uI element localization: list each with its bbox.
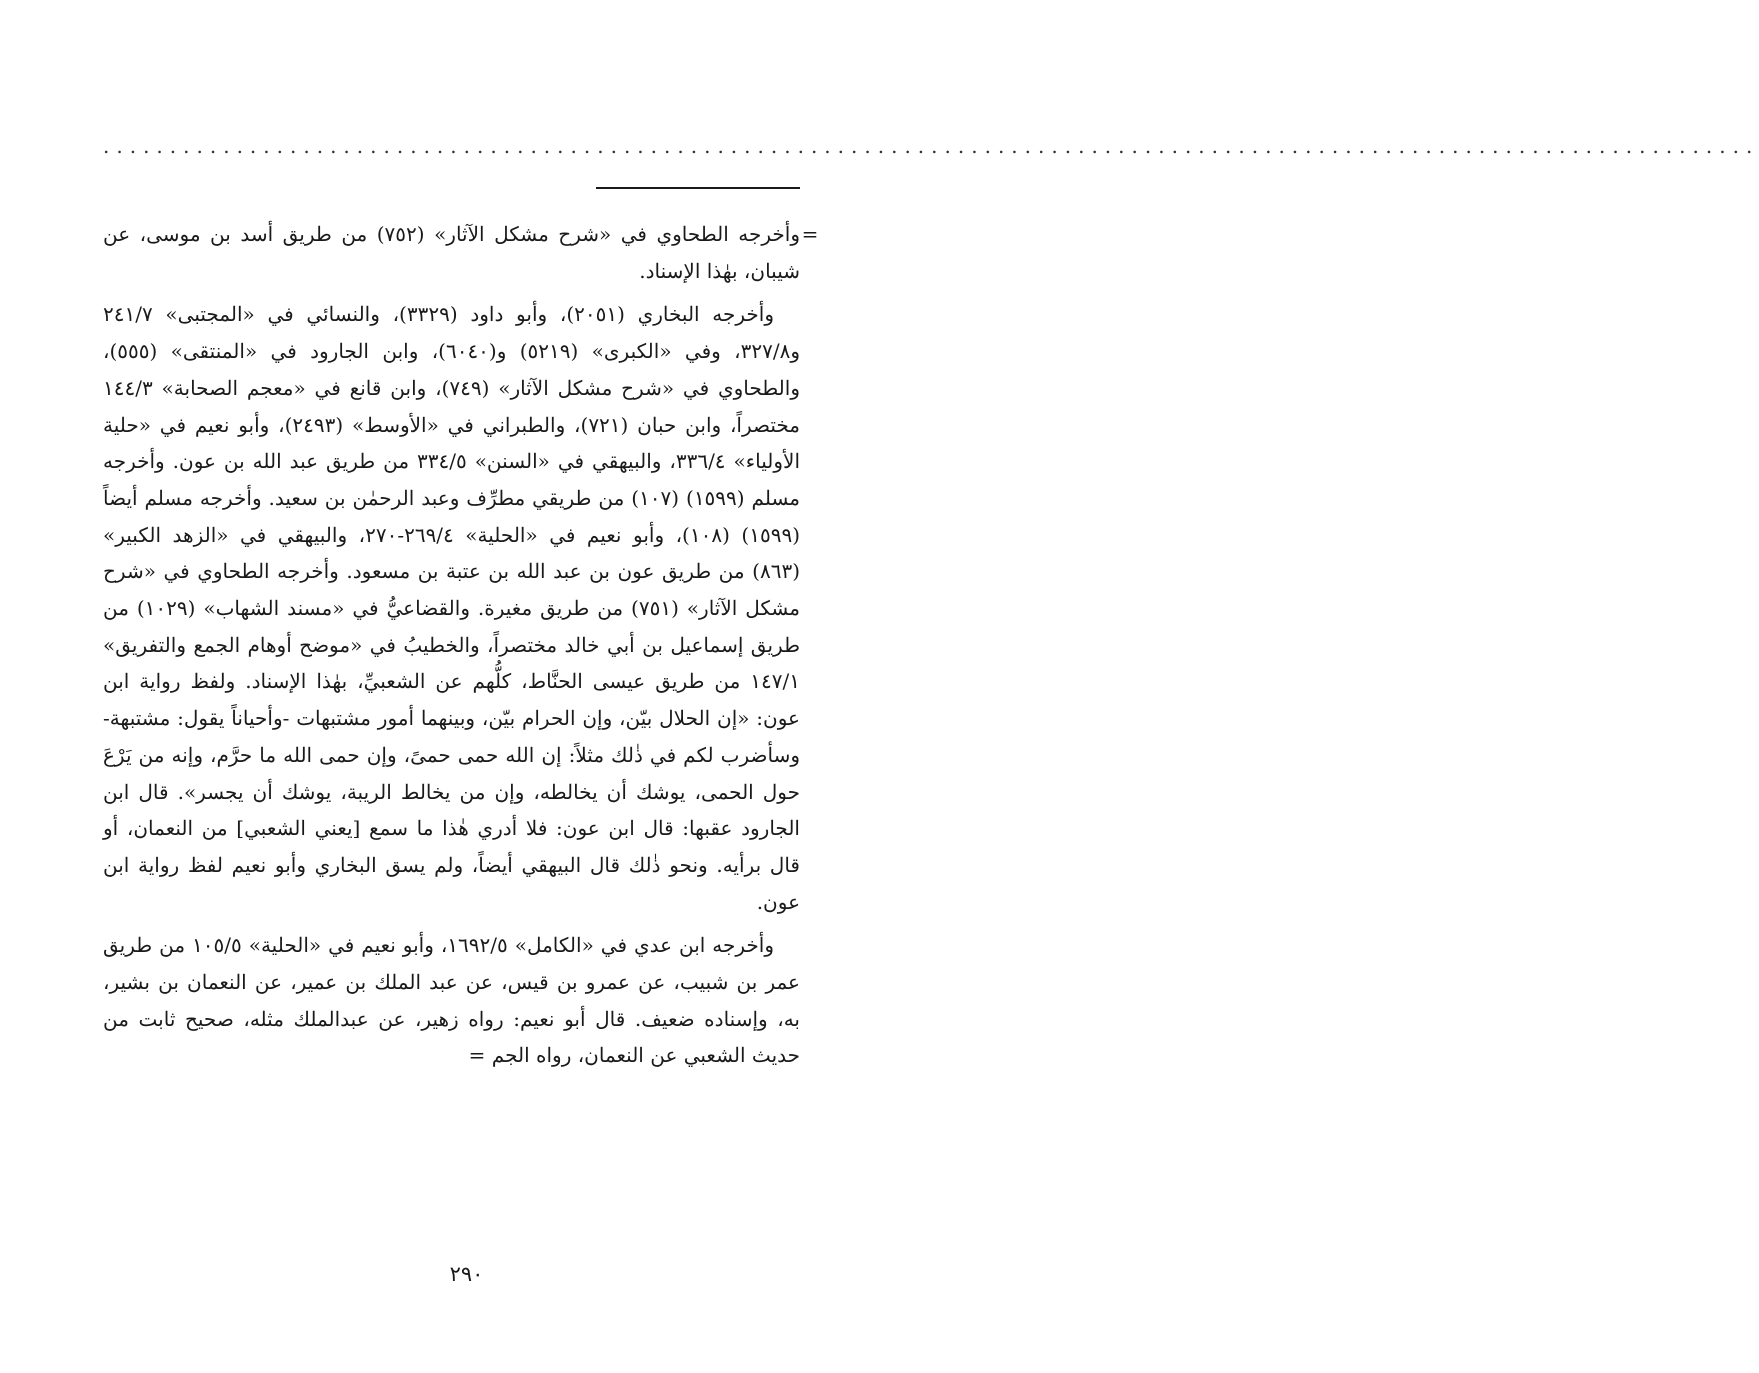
footnote-rule [596,187,800,189]
footnote-paragraph-3: وأخرجه ابن عدي في «الكامل» ١٦٩٢/٥، وأبو نعيم في «الحلية» ١٠٥/٥ من طريق عمر بن شبيب، عن عمرو بن قيس، عن عبد الملك بن عمير، عن النعمان بن بشير، به، وإسناده ضعيف. قال أبو نعيم: رواه زهير، عن عبدالملك مثله، صحيح ثابت من حديث الشعبي عن النعمان، رواه الجم = [103,933,800,1068]
footnote-block [103,216,800,1074]
dotted-separator: ............................................................................................................................ [103,134,1759,158]
continuation-mark: = [801,222,819,246]
page-number: ٢٩٠ [449,1262,484,1286]
footnote-paragraph-1: وأخرجه الطحاوي في «شرح مشكل الآثار» (٧٥٢) من طريق أسد بن موسى، عن شيبان، بهٰذا الإسناد. [103,222,800,283]
footnote-paragraph-2: وأخرجه البخاري (٢٠٥١)، وأبو داود (٣٣٢٩)، والنسائي في «المجتبى» ٢٤١/٧ و٣٢٧/٨، وفي «الكبرى» (٥٢١٩) و(٦٠٤٠)، وابن الجارود في «المنتقى» (٥٥٥)، والطحاوي في «شرح مشكل الآثار» (٧٤٩)، وابن قانع في «معجم الصحابة» ١٤٤/٣ مختصراً، وابن حبان (٧٢١)، والطبراني في «الأوسط» (٢٤٩٣)، وأبو نعيم في «حلية الأولياء» ٣٣٦/٤، والبيهقي في «السنن» ٣٣٤/٥ من طريق عبد الله بن عون. وأخرجه مسلم (١٥٩٩) (١٠٧) من طريقي مطرِّف وعبد الرحمٰن بن سعيد. وأخرجه مسلم أيضاً (١٥٩٩) (١٠٨)، وأبو نعيم في «الحلية» ٢٦٩/٤-٢٧٠، والبيهقي في «الزهد الكبير» (٨٦٣) من طريق عون بن عبد الله بن عتبة بن مسعود. وأخرجه الطحاوي في «شرح مشكل الآثار» (٧٥١) من طريق مغيرة. والقضاعيُّ في «مسند الشهاب» (١٠٢٩) من طريق إسماعيل بن أبي خالد مختصراً، والخطيبُ في «موضح أوهام الجمع والتفريق» ١٤٧/١ من طريق عيسى الحنَّاط، كلُّهم عن الشعبيِّ، بهٰذا الإسناد. ولفظ رواية ابن عون: «إن الحلال بيّن، وإن الحرام بيّن، وبينهما أمور مشتبهات -وأحياناً يقول: مشتبهة- وسأضرب لكم في ذٰلك مثلاً: إن الله حمى حمىً، وإن حمى الله ما حرَّم، وإنه من يَرْعَ حول الحمى، يوشك أن يخالطه، وإن من يخالط الريبة، يوشك أن يجسر». قال ابن الجارود عقبها: قال ابن عون: فلا أدري هٰذا ما سمع [يعني الشعبي] من النعمان، أو قال برأيه. ونحو ذٰلك قال البيهقي أيضاً، ولم يسق البخاري وأبو نعيم لفظ رواية ابن عون. [103,302,801,914]
